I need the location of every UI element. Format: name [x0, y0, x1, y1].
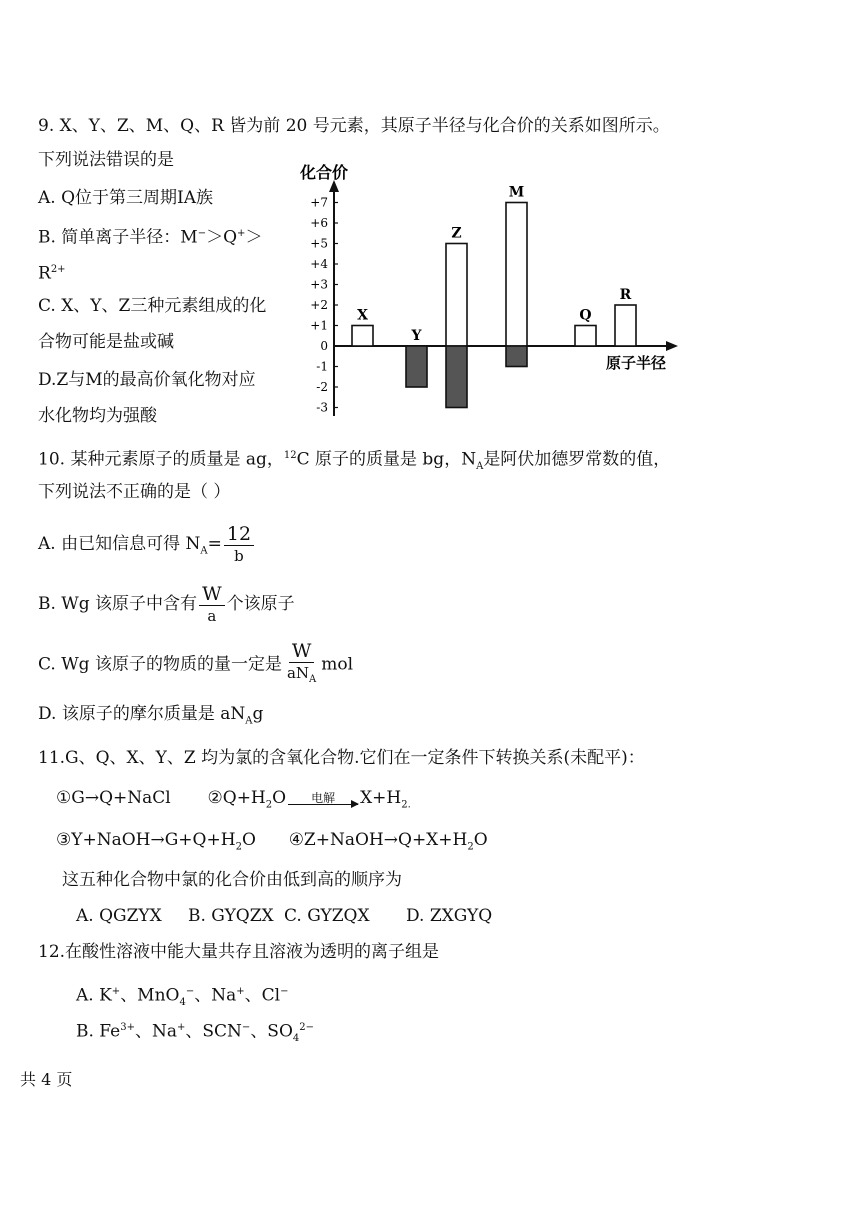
- y-tick-label: 0: [320, 339, 328, 353]
- y-tick-label: +4: [310, 257, 328, 271]
- q11-option-a: A. QGZYX: [76, 906, 162, 926]
- page-footer: 共 4 页: [20, 1070, 73, 1089]
- q12-a-na: 、Na: [194, 985, 237, 1006]
- bar-positive-R: [615, 305, 636, 346]
- bar-label-Y: Y: [411, 328, 422, 344]
- q10-b-numerator: W: [199, 583, 225, 606]
- q12-a-cl-sup: −: [280, 986, 289, 997]
- q9-option-d-line2: 水化物均为强酸: [38, 406, 157, 426]
- q10-c12-sup: 12: [283, 450, 297, 461]
- q12-b-so: 、SO: [250, 1021, 293, 1042]
- q11-r4-sub: 2: [467, 841, 474, 853]
- q9-b-text1: B. 简单离子半径：M: [38, 227, 198, 248]
- q9-option-b-line1: [38, 222, 262, 250]
- q10-a-fraction: [224, 523, 254, 566]
- q10-b-text: B. Wg 该原子中含有: [38, 594, 198, 614]
- q10-a-eq: =: [207, 534, 222, 554]
- q11-r2-pre: ②Q+H: [207, 788, 266, 808]
- q11-reactions-line2: [56, 828, 488, 859]
- y-tick-label: -1: [316, 359, 328, 374]
- q10-d-text: D. 该原子的摩尔质量是 aN: [38, 704, 246, 724]
- q10-option-c: [38, 640, 353, 690]
- q12-a-k-sup: +: [111, 986, 121, 997]
- q12-a-mn-sup: −: [185, 986, 195, 997]
- q9-option-a: A. Q位于第三周期ⅠA族: [38, 188, 214, 208]
- q11-r2-sub2: 2.: [401, 799, 411, 811]
- q11-option-c: C. GYZQX: [284, 906, 370, 926]
- q10-option-a: [38, 520, 256, 575]
- q10-stem-a: 10. 某种元素原子的质量是 ag，: [38, 449, 284, 470]
- q11-option-d: D. ZXGYQ: [406, 906, 493, 926]
- q10-a-denominator: b: [234, 547, 244, 565]
- q11-question: 这五种化合物中氯的化合价由低到高的顺序为: [62, 870, 402, 890]
- q10-d-sub: A: [245, 715, 253, 727]
- q9-stem-line1: 9. X、Y、Z、M、Q、R 皆为前 20 号元素，其原子半径与化合价的关系如图所示。: [38, 116, 670, 136]
- bar-label-Z: Z: [451, 225, 462, 242]
- q12-a-mn-sub: 4: [179, 997, 186, 1009]
- q12-b-fe-sup: 3+: [120, 1022, 135, 1033]
- bar-positive-M: [506, 203, 527, 347]
- bar-positive-Z: [446, 244, 467, 347]
- q11-r3-post: O: [241, 830, 256, 850]
- y-tick-label: +5: [310, 236, 328, 251]
- q11-reaction-1: ①G→Q+NaCl: [56, 788, 171, 808]
- q9-b-text4: R: [38, 263, 51, 284]
- y-tick-label: +3: [310, 277, 328, 292]
- bar-negative-M: [506, 346, 527, 367]
- q9-stem-line2: 下列说法错误的是: [38, 150, 174, 170]
- y-tick-label: +1: [310, 318, 328, 333]
- q10-stem-b: C 原子的质量是 bg，N: [296, 449, 477, 470]
- y-tick-label: -2: [316, 380, 328, 394]
- y-tick-label: +7: [310, 195, 328, 210]
- q11-reaction-2: [207, 788, 411, 811]
- q12-a-k: A. K: [76, 985, 112, 1006]
- q10-c-den-text: aN: [286, 664, 310, 682]
- y-axis-label: 化合价: [300, 163, 349, 182]
- q12-b-fe: B. Fe: [76, 1021, 121, 1042]
- q9-b-text2: ＞Q: [206, 227, 238, 248]
- q10-a-sub: A: [200, 545, 208, 557]
- q11-r4-pre: ④Z+NaOH→Q+X+H: [288, 830, 468, 850]
- q12-option-b: [76, 1016, 314, 1051]
- y-tick-label: -3: [316, 400, 328, 415]
- q12-b-na-sup: +: [177, 1022, 186, 1033]
- q10-a-numerator: 12: [224, 523, 254, 546]
- bar-negative-Y: [406, 346, 427, 387]
- q10-b-post: 个该原子: [226, 594, 295, 614]
- q11-r3-pre: ③Y+NaOH→G+Q+H: [56, 830, 236, 850]
- x-axis-label: 原子半径: [606, 354, 667, 372]
- q12-option-a: [76, 980, 289, 1015]
- electrolysis-label: 电解: [311, 791, 336, 805]
- q10-c-post: mol: [321, 654, 354, 675]
- q11-stem: 11.G、Q、X、Y、Z 均为氯的含氧化合物.它们在一定条件下转换关系(未配平)：: [38, 748, 645, 768]
- q9-option-c-line2: 合物可能是盐或碱: [38, 332, 174, 352]
- q9-b-sup1: −: [197, 228, 207, 239]
- q10-c-den-sub: A: [309, 674, 317, 685]
- q12-a-na-sup: +: [236, 986, 245, 997]
- valence-radius-chart: [288, 158, 688, 420]
- q10-b-fraction: [199, 583, 225, 626]
- q12-b-na: 、Na: [134, 1021, 177, 1042]
- q10-c-fraction: [284, 640, 319, 690]
- bar-label-R: R: [619, 287, 632, 303]
- q10-stem-line2: 下列说法不正确的是（ ）: [38, 482, 231, 502]
- q10-c-text: C. Wg 该原子的物质的量一定是: [38, 654, 282, 675]
- q12-a-cl: 、Cl: [244, 985, 281, 1006]
- q10-stem-c: 是阿伏加德罗常数的值，: [483, 449, 671, 470]
- q11-r2-post: X+H: [360, 788, 402, 808]
- q10-b-denominator: a: [207, 607, 217, 625]
- q11-r2-o: O: [272, 788, 287, 808]
- bar-positive-X: [352, 326, 373, 347]
- q10-option-b: [38, 580, 295, 628]
- q9-b-text3: ＞: [245, 227, 263, 248]
- q9-b-sup2: +: [237, 228, 246, 239]
- q12-b-so-sub: 4: [292, 1033, 300, 1045]
- q9-option-d-line1: D.Z与M的最高价氧化物对应: [38, 370, 256, 390]
- q9-option-b-line2: [38, 258, 66, 286]
- q12-b-so-sup: 2−: [299, 1022, 315, 1033]
- q11-r3-sub: 2: [235, 841, 242, 853]
- arrow-shaft: [288, 804, 358, 805]
- q10-c-denominator: [284, 663, 319, 690]
- q9-option-c-line1: C. X、Y、Z三种元素组成的化: [38, 296, 267, 316]
- bar-label-M: M: [508, 184, 525, 201]
- q10-option-d: [38, 702, 263, 733]
- q9-b-sup3: 2+: [50, 264, 66, 275]
- q10-c-numerator: W: [289, 640, 315, 663]
- q11-r2-sub: 2: [265, 799, 273, 811]
- electrolysis-arrow-icon: [288, 792, 358, 805]
- q11-reactions-line1: [56, 786, 411, 817]
- q10-d-post: g: [252, 704, 264, 724]
- q12-b-scn-sup: −: [241, 1022, 251, 1033]
- bar-positive-Q: [575, 326, 596, 347]
- bar-label-X: X: [357, 307, 368, 324]
- q11-reaction-3: [56, 830, 256, 853]
- bar-label-Q: Q: [579, 307, 592, 324]
- q12-b-scn: 、SCN: [185, 1021, 242, 1042]
- q11-r4-post: O: [473, 830, 488, 850]
- q12-stem: 12.在酸性溶液中能大量共存且溶液为透明的离子组是: [38, 942, 440, 962]
- q10-stem-line1: [38, 444, 670, 479]
- q11-reaction-4: [288, 830, 488, 853]
- q10-stem-sub: A: [476, 461, 484, 473]
- x-axis-arrow-icon: [666, 341, 678, 351]
- bar-negative-Z: [446, 346, 467, 408]
- q11-option-b: B. GYQZX: [188, 906, 274, 926]
- y-tick-label: +2: [310, 298, 328, 312]
- y-tick-label: +6: [310, 216, 328, 230]
- q12-a-mn: 、MnO: [120, 985, 180, 1006]
- q10-a-text: A. 由已知信息可得 N: [38, 534, 201, 554]
